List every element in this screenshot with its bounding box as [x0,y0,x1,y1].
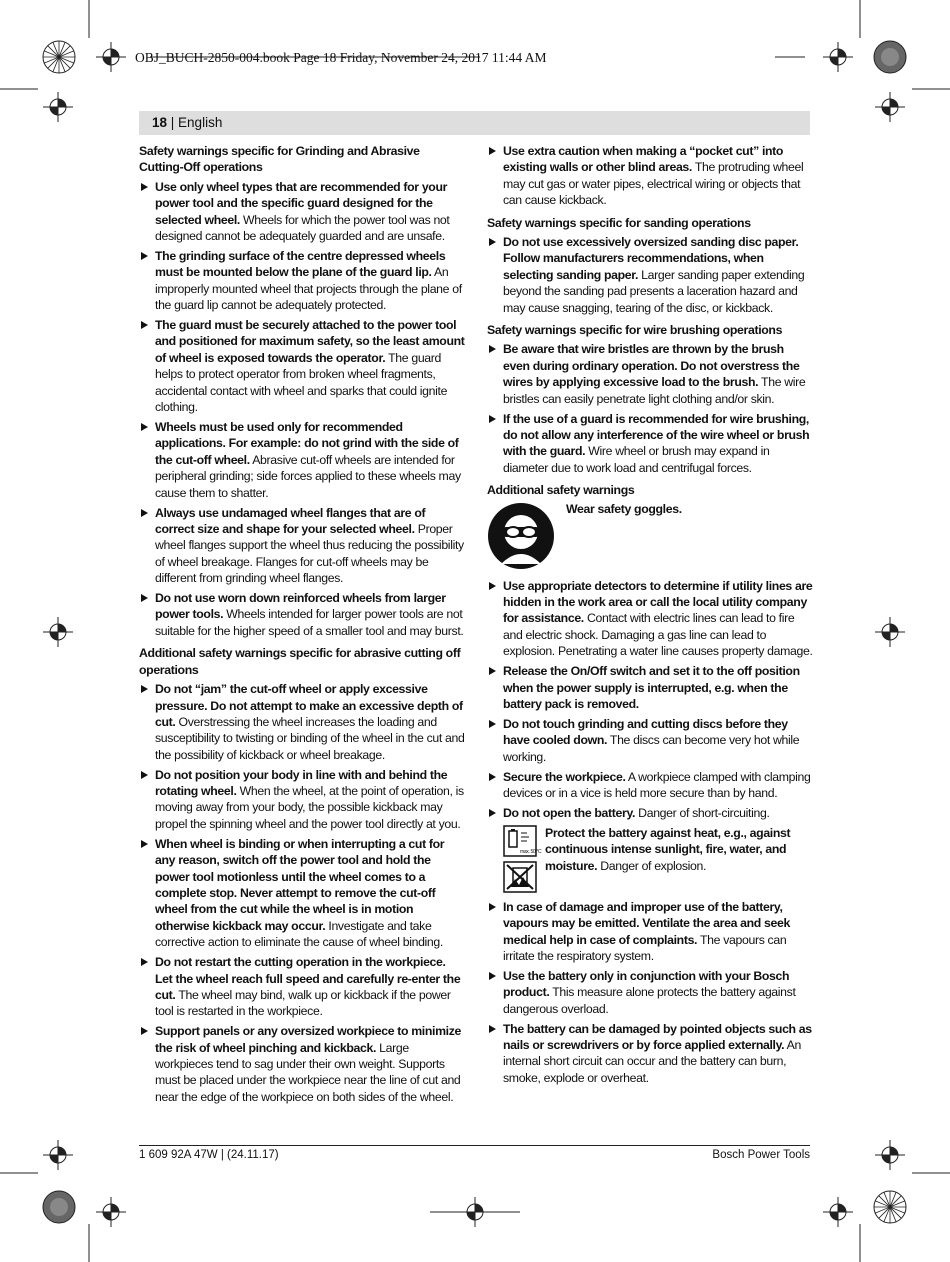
bullet-triangle-icon [489,582,496,590]
registration-target-icon [43,1140,73,1170]
crop-line [430,1211,520,1213]
section-title: Additional safety warnings specific for abrasive cutting off operations [139,646,461,677]
warning-bold: Use only wheel types that are recommended for your power tool and the specific guard designed for the selected wheel. [155,179,448,227]
bullet-triangle-icon [141,594,148,602]
battery-heat-warning [487,825,813,893]
left-column [139,143,465,1109]
warning-text: The wire bristles can easily penetrate light clothing and/or skin. [503,375,806,406]
warning-item [139,248,465,314]
footer-brand: Bosch Power Tools [712,1149,810,1161]
warning-bold: Use the battery only in conjunction with your Bosch product. [503,968,790,1000]
bullet-triangle-icon [141,685,148,693]
warning-bold: Do not use excessively oversized sanding disc paper. Follow manufacturers recommendations, when selecting sanding paper. [503,235,799,282]
safety-goggles-icon [487,502,555,570]
bullet-triangle-icon [489,415,496,423]
warning-bold: The guard must be securely attached to the power tool and positioned for maximum safety, so the least amount of wheel is exposed towards the operator. [155,318,465,365]
warning-item [139,179,465,245]
warning-bold: Secure the workpiece. [503,769,626,784]
warning-item [139,505,465,587]
warning-item [139,1023,465,1105]
bullet-triangle-icon [141,183,148,191]
warning-text: Large workpieces tend to sag under their own weight. Supports must be placed under the workpiece near the line of cut and near the edge of the workpiece on both sides of the wheel. [155,1040,461,1104]
registration-target-icon [823,1197,853,1227]
registration-target-icon [96,42,126,72]
page-header [139,111,810,135]
registration-target-icon [875,1140,905,1170]
warning-bold: In case of damage and improper use of the battery, vapours may be emitted. Ventilate the area and seek medical help in case of complaints. [503,899,790,947]
goggles-notice [487,502,813,570]
bullet-triangle-icon [141,321,148,329]
gray-target-icon [873,40,907,74]
header-language: English [178,115,223,130]
warning-bold: Support panels or any oversized workpiece to minimize the risk of wheel pinching and kickback. [155,1024,462,1055]
page-number: 18 [152,115,168,130]
warning-text: Danger of short-circuiting. [635,805,770,820]
section-title: Safety warnings specific for wire brushing operations [487,323,783,338]
section-title: Additional safety warnings [487,483,635,498]
warning-item [487,411,813,477]
warning-text: Wheels intended for larger power tools are not suitable for the higher speed of a smaller tool and may burst. [155,607,464,638]
right-column [487,143,813,1090]
warning-text: Overstressing the wheel increases the loading and susceptibility to twisting or binding of the wheel in the cut and the possibility of kickback or wheel breakage. [155,714,465,762]
warning-bold: The grinding surface of the centre depressed wheels must be mounted below the plane of the guard lip. [155,248,446,280]
warning-bold: Use appropriate detectors to determine if utility lines are hidden in the work area or call the local utility company for assistance. [503,578,813,626]
bullet-triangle-icon [489,1025,496,1033]
warning-item [139,954,465,1020]
warning-text: Wire wheel or brush may expand in diameter due to work load and centrifugal forces. [503,444,770,475]
section-title: Safety warnings specific for Grinding and Abrasive Cutting-Off operations [139,144,420,175]
warning-text: Wheels for which the power tool was not designed cannot be adequately guarded and are unsafe. [155,212,450,244]
footer-rule [139,1145,810,1146]
bullet-triangle-icon [141,509,148,517]
warning-text: The wheel may bind, walk up or kickback if the power tool is restarted in the workpiece. [155,987,451,1019]
warning-item [487,341,813,407]
bullet-triangle-icon [489,667,496,675]
warning-bold: Do not open the battery. [503,805,636,820]
warning-item [487,805,813,821]
warning-item [139,836,465,951]
warning-item [487,968,813,1017]
bullet-triangle-icon [489,238,496,246]
footer-doc-number: 1 609 92A 47W | (24.11.17) [139,1149,279,1161]
bullet-triangle-icon [489,809,496,817]
no-battery-in-fire-icon [503,861,537,893]
star-target-icon [873,1190,907,1224]
warning-item [487,578,813,660]
warning-item [139,767,465,833]
warning-bold: Be aware that wire bristles are thrown by the brush even during ordinary operation. Do not overstress the wires by applying excessive load to the brush. [503,342,800,390]
warning-bold: Use extra caution when making a “pocket cut” into existing walls or other blind areas. [503,144,784,175]
warning-text: Larger sanding paper extending beyond the sanding pad presents a laceration hazard and may cause snagging, tearing of the disc, or kickback. [503,267,805,315]
bullet-triangle-icon [489,972,496,980]
star-target-icon [42,40,76,74]
gray-target-icon [42,1190,76,1224]
bullet-triangle-icon [141,771,148,779]
bullet-triangle-icon [489,147,496,155]
warning-item [487,143,813,209]
warning-text: A workpiece clamped with clamping devices or in a vice is held more secure than by hand. [503,769,811,800]
registration-target-icon [875,92,905,122]
warning-text: The discs can become very hot while working. [503,733,800,764]
warning-text: An internal short circuit can occur and the battery can burn, smoke, explode or overheat. [503,1038,801,1085]
warning-bold: Release the On/Off switch and set it to the off position when the power supply is interrupted, e.g. when the battery pack is removed. [503,664,800,711]
registration-target-icon [43,617,73,647]
warning-item [139,590,465,639]
warning-item [487,769,813,802]
warning-bold: Do not restart the cutting operation in the workpiece. Let the wheel reach full speed and carefully re-enter the cut. [155,955,461,1002]
warning-text: The protruding wheel may cut gas or water pipes, electrical wiring or objects that can cause kickback. [503,160,804,208]
warning-text: This measure alone protects the battery against dangerous overload. [503,985,796,1016]
warning-item [487,1021,813,1087]
warning-text: The guard helps to protect operator from broken wheel fragments, accidental contact with wheel and sparks that could ignite clothing. [155,350,448,415]
warning-text: Danger of explosion. [597,858,707,873]
warning-bold: Protect the battery against heat, e.g., against continuous intense sunlight, fire, water, and moisture. [545,825,791,873]
warning-text: Investigate and take corrective action to eliminate the cause of wheel binding. [155,918,443,950]
warning-item [487,899,813,965]
bullet-triangle-icon [489,720,496,728]
warning-text: Abrasive cut-off wheels are intended for peripheral grinding; side forces applied to these wheels may cause them to shatter. [155,452,461,500]
registration-target-icon [43,92,73,122]
bullet-triangle-icon [141,840,148,848]
warning-item [139,317,465,415]
bullet-triangle-icon [141,1027,148,1035]
section-title: Safety warnings specific for sanding operations [487,215,751,230]
warning-bold: Do not “jam” the cut-off wheel or apply excessive pressure. Do not attempt to make an excessive depth of cut. [155,682,463,729]
warning-item [487,716,813,765]
warning-bold: Do not position your body in line with and behind the rotating wheel. [155,767,448,799]
warning-text: Contact with electric lines can lead to fire and electric shock. Damaging a gas line can lead to explosion. Penetrating a water line causes property damage. [503,611,813,659]
bullet-triangle-icon [141,423,148,431]
warning-item [487,663,813,712]
warning-bold: Do not use worn down reinforced wheels from larger power tools. [155,591,446,622]
goggles-text: Wear safety goggles. [566,501,682,516]
battery-heat-icon [503,825,542,857]
warning-bold: When wheel is binding or when interrupting a cut for any reason, switch off the power tool and hold the power tool motionless until the wheel comes to a complete stop. Never attempt to remove the cut-off wheel from the cut while the wheel is in motion otherwise kickback may occur. [155,836,445,933]
warning-bold: The battery can be damaged by pointed objects such as nails or screwdrivers or by force applied externally. [503,1021,812,1053]
book-header: OBJ_BUCH-2850-004.book Page 18 Friday, November 24, 2017 11:44 AM [135,50,547,65]
warning-bold: If the use of a guard is recommended for wire brushing, do not allow any interference of the wire wheel or brush with the guard. [503,411,810,459]
warning-bold: Always use undamaged wheel flanges that are of correct size and shape for your selected wheel. [155,505,426,536]
registration-target-icon [875,617,905,647]
warning-item [139,681,465,763]
warning-item [487,234,813,316]
warning-text: When the wheel, at the point of operation, is moving away from your body, the possible kickback may propel the spinning wheel and the power tool directly at you. [155,784,464,831]
battery-warning-text [545,825,813,893]
bullet-triangle-icon [489,903,496,911]
warning-bold: Wheels must be used only for recommended applications. For example: do not grind with the side of the cut-off wheel. [155,420,459,467]
header-separator: | [167,115,179,130]
temp-label: max. 50 °C [520,848,542,855]
warning-text: An improperly mounted wheel that projects through the plane of the guard lip cannot be adequately protected. [155,265,462,313]
registration-target-icon [96,1197,126,1227]
warning-bold: Do not touch grinding and cutting discs before they have cooled down. [503,716,788,748]
warning-text: The vapours can irritate the respiratory system. [503,932,787,964]
bullet-triangle-icon [489,345,496,353]
bullet-triangle-icon [141,252,148,260]
bullet-triangle-icon [141,958,148,966]
registration-target-icon [823,42,853,72]
warning-text: Proper wheel flanges support the wheel thus reducing the possibility of wheel breakage. Flanges for cut-off wheels may be different from grinding wheel flanges. [155,521,464,586]
warning-item [139,419,465,501]
bullet-triangle-icon [489,773,496,781]
